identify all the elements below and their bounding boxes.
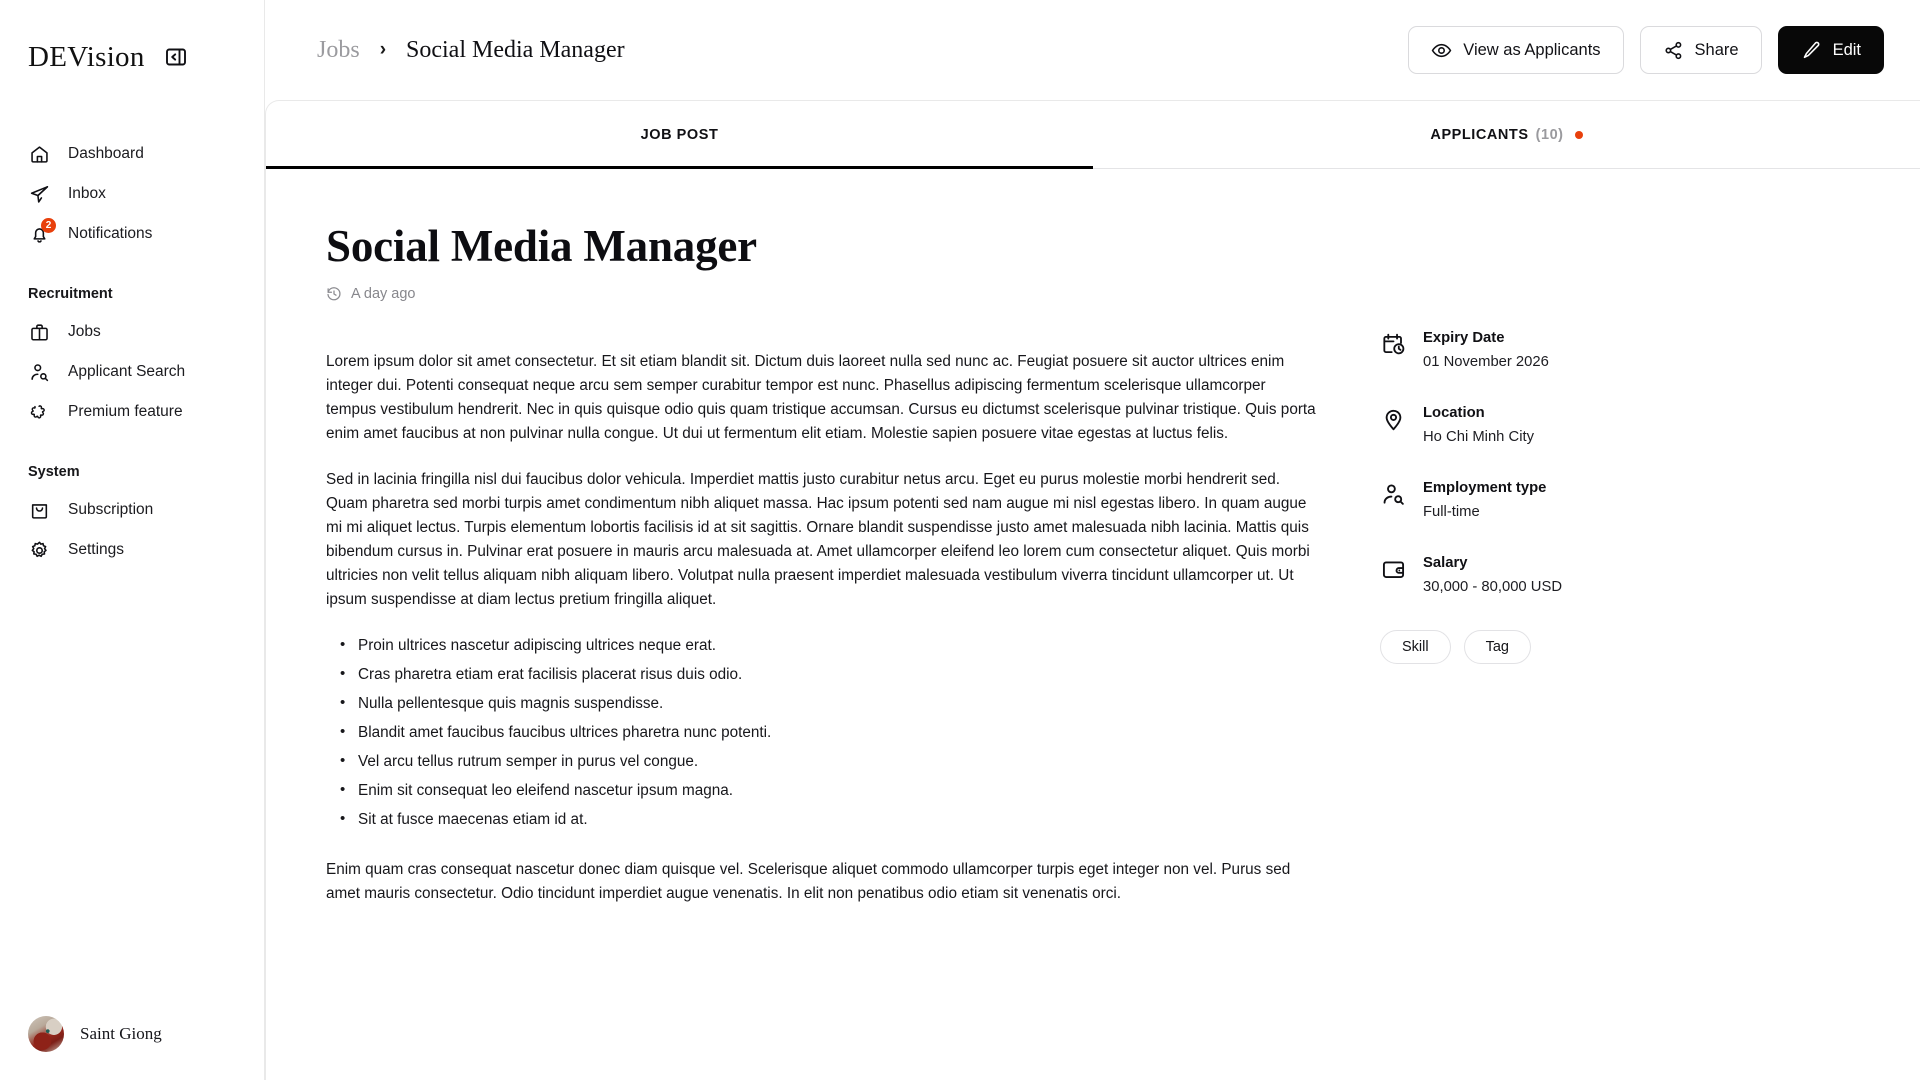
meta-expiry-date xyxy=(1380,329,1710,373)
wallet-icon xyxy=(1380,556,1406,582)
shopping-bag-icon xyxy=(28,499,50,521)
spacer xyxy=(0,254,264,278)
list-item: • Blandit amet faucibus faucibus ultrices pharetra nunc potenti. xyxy=(340,721,1326,745)
meta-text xyxy=(1423,329,1549,373)
share-icon xyxy=(1663,40,1684,61)
meta-value: 30,000 - 80,000 USD xyxy=(1423,579,1563,596)
sidebar-item-label: Dashboard xyxy=(68,145,144,162)
list-item: • Nulla pellentesque quis magnis suspendisse. xyxy=(340,692,1326,716)
tab-applicants[interactable] xyxy=(1093,101,1920,169)
share-button[interactable] xyxy=(1640,26,1762,74)
edit-button[interactable] xyxy=(1778,26,1884,74)
sidebar-group-recruitment xyxy=(0,278,264,432)
calendar-clock-icon xyxy=(1380,331,1406,357)
gear-icon xyxy=(28,539,50,561)
list-item: • Sit at fusce maecenas etiam id at. xyxy=(340,808,1326,832)
top-bar-actions xyxy=(1408,26,1884,74)
user-name: Saint Giong xyxy=(80,1024,162,1043)
content-scroll-area[interactable] xyxy=(266,169,1920,1080)
sidebar-item-premium-feature[interactable] xyxy=(0,392,264,432)
content-columns xyxy=(266,221,1920,928)
spacer xyxy=(0,86,264,126)
sidebar-user-profile[interactable] xyxy=(0,1016,162,1052)
paragraph: Lorem ipsum dolor sit amet consectetur. Et sit etiam blandit sit. Dictum duis laoreet nulla sed nunc ac. Feugiat posuere sit auctor ultrices enim integer dui. Potenti consequat neque arcu sem semper curabitur tempor est nunc. Phasellus adipiscing fermentum scelerisque ullamcorper tempus vestibulum hendrerit. Nec in quis quisque odio quis quam tristique accumsan. Cursus eu dictumst scelerisque pulvinar tristique. Quis porta enim amet faucibus at non pulvinar nulla congue. Ut dui ut fermentum elit etiam. Molestie sapien posuere vitae egestas at luctus felis. xyxy=(326,352,1316,442)
sidebar-item-label: Subscription xyxy=(68,501,154,518)
sidebar-item-notifications[interactable] xyxy=(0,214,264,254)
sidebar-group-title: System xyxy=(28,464,80,480)
sidebar-item-dashboard[interactable] xyxy=(0,134,264,174)
job-post-body xyxy=(326,221,1326,928)
meta-label: Employment type xyxy=(1423,480,1547,497)
meta-text xyxy=(1423,404,1534,448)
chip-skill[interactable]: Skill xyxy=(1380,630,1451,664)
top-bar xyxy=(265,0,1920,100)
list-item: • Proin ultrices nascetur adipiscing ultrices neque erat. xyxy=(340,634,1326,658)
chip-tag[interactable]: Tag xyxy=(1464,630,1531,664)
sidebar xyxy=(0,0,265,1080)
breadcrumb xyxy=(317,37,625,64)
paragraph: Enim quam cras consequat nascetur donec diam quisque vel. Scelerisque aliquet commodo ullamcorper turpis eget integer non vel. Purus sed amet mauris consectetur. Odio tincidunt imperdiet augue venenatis. In elit non penatibus odio etiam sit venenatis orci. xyxy=(326,860,1291,902)
sidebar-item-label: Settings xyxy=(68,541,125,558)
pencil-icon xyxy=(1801,40,1822,61)
meta-text xyxy=(1423,479,1546,523)
meta-value: Full-time xyxy=(1423,504,1480,521)
tab-label: JOB POST xyxy=(640,127,719,143)
app-logo[interactable]: DEVision xyxy=(28,40,145,73)
meta-label: Salary xyxy=(1423,555,1468,572)
tab-job-post[interactable] xyxy=(266,101,1093,169)
button-label: View as Applicants xyxy=(1463,40,1601,59)
button-label: Share xyxy=(1694,40,1739,59)
view-as-applicants-button[interactable] xyxy=(1408,26,1623,74)
list-item: • Enim sit consequat leo eleifend nascetur ipsum magna. xyxy=(340,779,1326,803)
breadcrumb-current: Social Media Manager xyxy=(406,36,625,63)
job-description xyxy=(326,350,1326,906)
eye-icon xyxy=(1431,40,1452,61)
briefcase-icon xyxy=(28,321,50,343)
content-panel xyxy=(265,100,1920,1080)
sidebar-group-title: Recruitment xyxy=(28,286,113,302)
list-item: • Cras pharetra etiam erat facilisis placerat risus duis odio. xyxy=(340,663,1326,687)
sidebar-item-label: Premium feature xyxy=(68,403,183,420)
sidebar-item-subscription[interactable] xyxy=(0,490,264,530)
meta-label: Location xyxy=(1423,405,1485,422)
tab-count: (10) xyxy=(1535,127,1564,143)
posted-time-label: A day ago xyxy=(351,285,416,302)
brand-row xyxy=(0,0,264,86)
bell-icon xyxy=(28,219,52,245)
breadcrumb-parent[interactable]: Jobs xyxy=(317,36,360,63)
meta-value: 01 November 2026 xyxy=(1423,353,1549,370)
home-icon xyxy=(28,143,50,165)
requirements-list xyxy=(340,634,1326,832)
avatar xyxy=(28,1016,64,1052)
sidebar-item-label: Jobs xyxy=(68,323,101,340)
sidebar-item-label: Inbox xyxy=(68,185,106,202)
tab-label: APPLICANTS xyxy=(1430,127,1529,143)
chevron-right-icon: › xyxy=(379,39,387,60)
paper-plane-icon xyxy=(28,183,50,205)
meta-salary xyxy=(1380,554,1710,598)
sidebar-item-label: Applicant Search xyxy=(68,363,186,380)
puzzle-piece-icon xyxy=(28,401,50,423)
tag-chip-group xyxy=(1380,630,1710,664)
spacer xyxy=(0,432,264,456)
map-pin-icon xyxy=(1380,406,1406,432)
sidebar-item-applicant-search[interactable] xyxy=(0,352,264,392)
meta-location xyxy=(1380,404,1710,448)
posted-time xyxy=(326,286,1326,302)
notification-badge: 2 xyxy=(41,218,56,233)
meta-label: Expiry Date xyxy=(1423,330,1505,346)
meta-employment-type xyxy=(1380,479,1710,523)
page-title: Social Media Manager xyxy=(326,221,757,271)
meta-text xyxy=(1423,554,1562,598)
paragraph: Sed in lacinia fringilla nisl dui faucibus dolor vehicula. Imperdiet mattis justo curabitur netus arcu. Eget eu purus molestie morbi hendrerit sed. Quam pharetra sed morbi turpis amet condimentum nibh aliquet massa. Hac ipsum potenti sed nam augue mi nisl egestas libero. In quam augue mi mi aliquet lectus. Turpis elementum lobortis facilisis id at sit sagittis. Ornare blandit suspendisse justo amet malesuada nibh lacinia. Mattis quis bibendum cursus in. Pulvinar erat posuere in mauris arcu malesuada at. Amet ullamcorper eleifend leo lorem cum consectetur aliquet. Quis morbi ultricies non velit tellus aliquam nibh aliquam libero. Volutpat nulla praesent imperdiet malesuada vestibulum viverra tincidunt ullamcorper ut. Ut ipsum suspendisse at diam lectus pretium fringilla aliquet. xyxy=(326,470,1310,608)
sidebar-item-jobs[interactable] xyxy=(0,312,264,352)
sidebar-primary-nav xyxy=(0,126,264,254)
list-item: • Vel arcu tellus rutrum semper in purus vel congue. xyxy=(340,750,1326,774)
main-area xyxy=(265,0,1920,1080)
sidebar-collapse-icon[interactable] xyxy=(163,44,189,70)
meta-value: Ho Chi Minh City xyxy=(1423,429,1535,446)
job-meta-panel xyxy=(1380,221,1710,928)
person-search-icon xyxy=(1380,481,1406,507)
button-label: Edit xyxy=(1832,40,1861,59)
sidebar-item-inbox[interactable] xyxy=(0,174,264,214)
sidebar-group-system xyxy=(0,456,264,570)
person-search-icon xyxy=(28,361,50,383)
sidebar-item-label: Notifications xyxy=(68,225,153,242)
tab-bar xyxy=(266,101,1920,169)
sidebar-item-settings[interactable] xyxy=(0,530,264,570)
clock-history-icon xyxy=(326,286,342,302)
tab-unread-dot-icon xyxy=(1575,131,1583,139)
tab-active-indicator xyxy=(266,166,1093,169)
